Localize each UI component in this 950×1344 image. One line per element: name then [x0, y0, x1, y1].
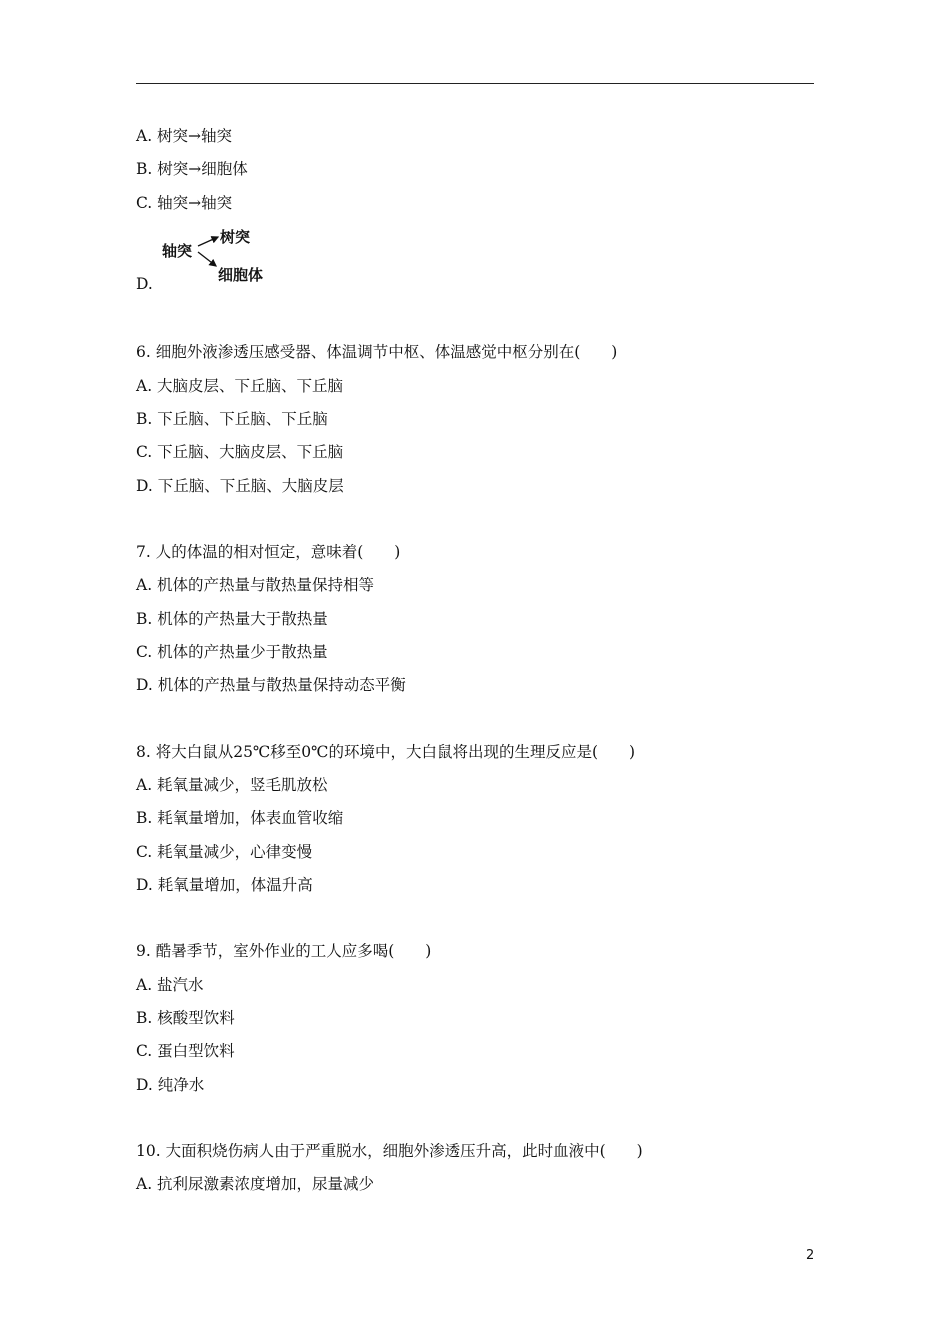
- q9-stem: 9. 酷暑季节，室外作业的工人应多喝( ): [136, 942, 432, 960]
- q9-option-c: C. 蛋白型饮料: [136, 1042, 235, 1060]
- q5-option-c: C. 轴突→轴突: [136, 194, 233, 212]
- q5-option-b: B. 树突→细胞体: [136, 160, 248, 178]
- q10-stem: 10. 大面积烧伤病人由于严重脱水，细胞外渗透压升高，此时血液中( ): [136, 1142, 643, 1160]
- q9-option-d: D. 纯净水: [136, 1076, 205, 1094]
- q6-option-a: A. 大脑皮层、下丘脑、下丘脑: [136, 377, 344, 395]
- q6-option-d: D. 下丘脑、下丘脑、大脑皮层: [136, 477, 344, 495]
- q7-option-c: C. 机体的产热量少于散热量: [136, 643, 328, 661]
- q5-option-a: A. 树突→轴突: [136, 127, 233, 145]
- q7-stem: 7. 人的体温的相对恒定，意味着( ): [136, 543, 401, 561]
- q10-option-a: A. 抗利尿激素浓度增加，尿量减少: [136, 1175, 375, 1193]
- q9-option-a: A. 盐汽水: [136, 976, 204, 994]
- q7-option-b: B. 机体的产热量大于散热量: [136, 610, 328, 628]
- diagram-target-up-label: 树突: [220, 228, 251, 246]
- q5-option-d-label: D.: [136, 275, 153, 293]
- q8-option-b: B. 耗氧量增加，体表血管收缩: [136, 809, 344, 827]
- q6-option-c: C. 下丘脑、大脑皮层、下丘脑: [136, 443, 344, 461]
- header-rule: [136, 83, 814, 84]
- q9-option-b: B. 核酸型饮料: [136, 1009, 235, 1027]
- q6-option-b: B. 下丘脑、下丘脑、下丘脑: [136, 410, 328, 428]
- q7-option-d: D. 机体的产热量与散热量保持动态平衡: [136, 676, 406, 694]
- q6-stem: 6. 细胞外液渗透压感受器、体温调节中枢、体温感觉中枢分别在( ): [136, 343, 618, 361]
- q8-stem: 8. 将大白鼠从25℃移至0℃的环境中，大白鼠将出现的生理反应是( ): [136, 743, 636, 761]
- q8-option-c: C. 耗氧量减少，心律变慢: [136, 843, 313, 861]
- diagram-source-label: 轴突: [162, 242, 193, 260]
- q8-option-d: D. 耗氧量增加，体温升高: [136, 876, 313, 894]
- diagram-target-down-label: 细胞体: [218, 266, 264, 284]
- q8-option-a: A. 耗氧量减少，竖毛肌放松: [136, 776, 328, 794]
- page-number: 2: [806, 1248, 815, 1263]
- q7-option-a: A. 机体的产热量与散热量保持相等: [136, 576, 375, 594]
- q5-option-d-diagram: [160, 226, 280, 284]
